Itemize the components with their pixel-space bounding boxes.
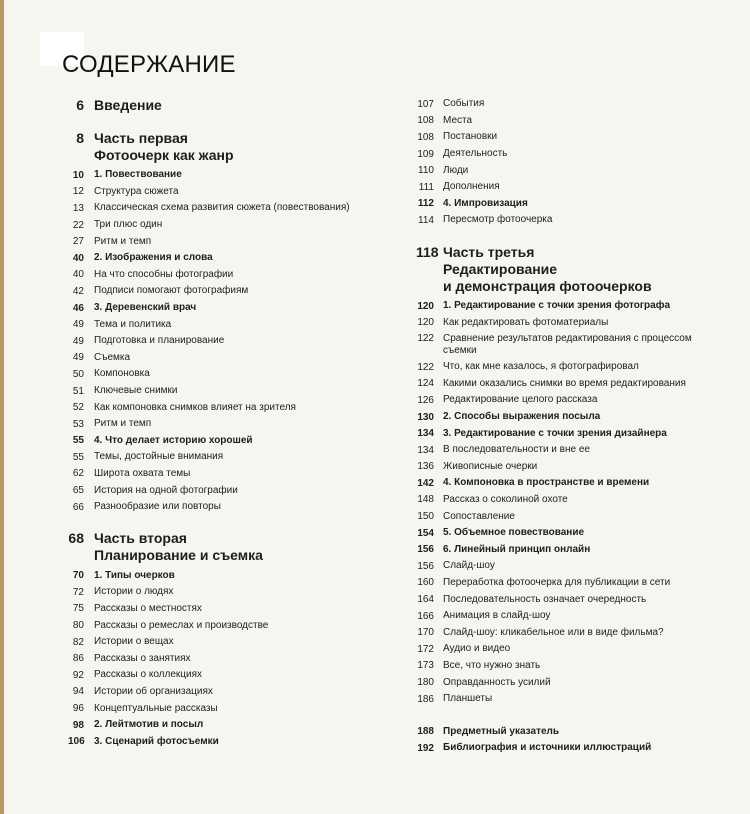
- entry-label: 3. Деревенский врач: [94, 302, 197, 314]
- entry-label: Дополнения: [443, 181, 500, 193]
- entry-page-number: 49: [72, 335, 84, 347]
- toc-entry[interactable]: [68, 366, 390, 383]
- toc-entry[interactable]: [68, 601, 390, 618]
- entry-page-number: 75: [72, 603, 84, 615]
- entry-page-number: 164: [417, 594, 434, 606]
- entry-page-number: 111: [418, 181, 434, 193]
- entry-label: Рассказы о местностях: [94, 602, 202, 614]
- entry-label: Что, как мне казалось, я фотографировал: [443, 361, 639, 373]
- toc-entry[interactable]: [68, 499, 390, 516]
- entry-label: На что способны фотографии: [94, 268, 234, 280]
- entry-page-number: 126: [417, 394, 434, 406]
- entry-label: 2. Изображения и слова: [94, 252, 213, 264]
- entry-label: 2. Лейтмотив и посыл: [94, 719, 204, 731]
- toc-entry[interactable]: [416, 575, 726, 592]
- entry-label: 3. Сценарий фотосъемки: [94, 735, 219, 747]
- toc-entry[interactable]: [416, 558, 726, 575]
- entry-label: Слайд-шоу: кликабельное или в виде фильма?: [443, 626, 664, 638]
- toc-entry[interactable]: [68, 350, 390, 367]
- entry-page-number: 180: [417, 677, 434, 689]
- entry-label: Классическая схема развития сюжета (повествования): [94, 202, 350, 214]
- entry-label: 1. Редактирование с точки зрения фотографа: [443, 300, 671, 312]
- entry-label: Компоновка: [94, 368, 150, 380]
- entry-label: Разнообразие или повторы: [94, 501, 221, 513]
- section-title-line1: Часть вторая: [94, 530, 187, 547]
- entry-page-number: 108: [417, 131, 434, 143]
- section-page-number: 8: [76, 130, 84, 146]
- entry-label: Рассказы о занятиях: [94, 652, 191, 664]
- entry-page-number: 160: [417, 577, 434, 589]
- entry-page-number: 70: [72, 570, 84, 582]
- entry-label: В последовательности и вне ее: [443, 444, 590, 456]
- toc-entry[interactable]: [68, 416, 390, 433]
- toc-entry[interactable]: [416, 359, 726, 376]
- toc-entry[interactable]: [68, 200, 390, 217]
- section-title-line2: Фотоочерк как жанр: [94, 147, 234, 163]
- section-page-number: 6: [76, 97, 84, 113]
- entry-page-number: 55: [72, 435, 84, 447]
- toc-entry[interactable]: [416, 492, 726, 509]
- entry-page-number: 92: [72, 669, 84, 681]
- entry-page-number: 110: [418, 165, 434, 177]
- entry-page-number: 52: [72, 402, 84, 414]
- entry-page-number: 166: [417, 610, 434, 622]
- toc-entry[interactable]: [416, 723, 726, 740]
- toc-entry[interactable]: [416, 392, 726, 409]
- toc-entry[interactable]: [68, 433, 390, 450]
- entry-page-number: 142: [417, 477, 434, 489]
- entry-page-number: 96: [72, 703, 84, 715]
- toc-entry[interactable]: [68, 316, 390, 333]
- entry-page-number: 42: [72, 285, 84, 297]
- toc-list-appendix: [416, 723, 726, 756]
- toc-entry[interactable]: [416, 525, 726, 542]
- entry-page-number: 173: [417, 660, 434, 672]
- entry-label: 1. Типы очерков: [94, 569, 175, 581]
- entry-page-number: 40: [72, 269, 84, 281]
- toc-entry[interactable]: [68, 667, 390, 684]
- section-page-number: 68: [68, 530, 84, 547]
- entry-page-number: 156: [417, 560, 434, 572]
- entry-label: 4. Импровизация: [443, 197, 528, 209]
- entry-page-number: 134: [417, 444, 434, 456]
- entry-page-number: 46: [72, 302, 84, 314]
- toc-entry[interactable]: [68, 333, 390, 350]
- entry-page-number: 82: [72, 636, 84, 648]
- entry-page-number: 40: [72, 252, 84, 264]
- entry-page-number: 66: [72, 501, 84, 513]
- toc-entry[interactable]: [68, 449, 390, 466]
- toc-left-column: [68, 97, 390, 750]
- toc-entry[interactable]: [416, 541, 726, 558]
- page-title: СОДЕРЖАНИЕ: [62, 51, 236, 79]
- toc-entry[interactable]: [68, 184, 390, 201]
- entry-label: Переработка фотоочерка для публикации в сети: [443, 576, 671, 588]
- entry-label: История на одной фотографии: [94, 484, 238, 496]
- entry-label: Истории о людях: [94, 586, 174, 598]
- section-title-line2: Редактирование: [443, 260, 558, 277]
- toc-entry[interactable]: [68, 217, 390, 234]
- entry-page-number: 148: [417, 494, 434, 506]
- toc-section-part3[interactable]: [416, 244, 726, 295]
- entry-page-number: 124: [417, 378, 434, 390]
- page-edge: [0, 0, 4, 814]
- toc-entry[interactable]: [416, 331, 726, 359]
- entry-page-number: 108: [417, 115, 434, 127]
- entry-label: Подготовка и планирование: [94, 335, 225, 347]
- toc-entry[interactable]: [68, 466, 390, 483]
- toc-entry[interactable]: [68, 700, 390, 717]
- section-title: Введение: [94, 97, 162, 113]
- entry-label: Редактирование целого рассказа: [443, 394, 598, 406]
- toc-entry[interactable]: [68, 584, 390, 601]
- toc-section-intro[interactable]: [68, 97, 390, 114]
- toc-entry[interactable]: [416, 96, 726, 113]
- toc-entry[interactable]: [416, 212, 726, 229]
- entry-label: Пересмотр фотоочерка: [443, 214, 553, 226]
- entry-label: Аудио и видео: [443, 643, 511, 655]
- toc-entry[interactable]: [416, 162, 726, 179]
- entry-label: Все, что нужно знать: [443, 659, 541, 671]
- toc-entry[interactable]: [416, 658, 726, 675]
- toc-entry[interactable]: [416, 508, 726, 525]
- toc-entry[interactable]: [68, 399, 390, 416]
- entry-label-line1: Сравнение результатов редактирования с процессом: [443, 332, 692, 344]
- entry-label: Места: [443, 114, 473, 126]
- toc-entry[interactable]: [416, 740, 726, 757]
- toc-list-part2-continued: [416, 96, 726, 229]
- entry-label: Анимация в слайд-шоу: [443, 610, 551, 622]
- section-title-line3: и демонстрация фотоочерков: [443, 277, 652, 294]
- entry-page-number: 107: [417, 98, 434, 110]
- entry-label-line2: съемки: [443, 344, 477, 356]
- entry-label: Концептуальные рассказы: [94, 702, 218, 714]
- toc-entry[interactable]: [416, 409, 726, 426]
- toc-entry[interactable]: [416, 179, 726, 196]
- entry-label: 1. Повествование: [94, 169, 182, 181]
- toc-entry[interactable]: [68, 717, 390, 734]
- entry-label: Как редактировать фотоматериалы: [443, 316, 609, 328]
- entry-page-number: 80: [72, 620, 84, 632]
- entry-page-number: 53: [72, 418, 84, 430]
- entry-page-number: 65: [72, 485, 84, 497]
- entry-page-number: 13: [72, 202, 84, 214]
- toc-entry[interactable]: [416, 298, 726, 315]
- toc-entry[interactable]: [416, 674, 726, 691]
- toc-entry[interactable]: [416, 425, 726, 442]
- entry-label: Сопоставление: [443, 510, 515, 522]
- section-title-line1: Часть третья: [443, 243, 535, 260]
- entry-page-number: 49: [72, 319, 84, 331]
- section-title-line2: Планирование и съемка: [94, 547, 263, 564]
- entry-label: Истории об организациях: [94, 685, 213, 697]
- entry-page-number: 10: [72, 169, 84, 181]
- entry-label: Деятельность: [443, 148, 508, 160]
- toc-entry[interactable]: [68, 617, 390, 634]
- entry-page-number: 170: [417, 627, 434, 639]
- entry-page-number: 122: [417, 361, 434, 373]
- toc-entry[interactable]: [416, 442, 726, 459]
- entry-label: [443, 333, 692, 357]
- entry-page-number: 114: [418, 214, 434, 226]
- entry-page-number: 134: [417, 428, 434, 440]
- entry-label: Какими оказались снимки во время редактирования: [443, 377, 686, 389]
- toc-entry[interactable]: [68, 267, 390, 284]
- entry-label: Истории о вещах: [94, 636, 174, 648]
- toc-entry[interactable]: [416, 459, 726, 476]
- entry-label: События: [443, 98, 485, 110]
- entry-label: Темы, достойные внимания: [94, 451, 224, 463]
- toc-entry[interactable]: [416, 641, 726, 658]
- toc-entry[interactable]: [416, 691, 726, 708]
- entry-label: Рассказы о ремеслах и производстве: [94, 619, 269, 631]
- entry-page-number: 55: [72, 451, 84, 463]
- toc-entry[interactable]: [68, 482, 390, 499]
- entry-label: Планшеты: [443, 693, 493, 705]
- toc-entry[interactable]: [68, 383, 390, 400]
- entry-label: 4. Что делает историю хорошей: [94, 434, 253, 446]
- entry-label: Библиография и источники иллюстраций: [443, 742, 652, 754]
- entry-page-number: 50: [72, 368, 84, 380]
- entry-label: Постановки: [443, 131, 498, 143]
- entry-label: Ритм и темп: [94, 418, 152, 430]
- entry-label: Оправданность усилий: [443, 676, 551, 688]
- entry-label: Предметный указатель: [443, 725, 560, 737]
- section-page-number: 118: [416, 243, 439, 260]
- entry-page-number: 49: [72, 352, 84, 364]
- entry-page-number: 188: [417, 726, 434, 738]
- entry-label: Люди: [443, 164, 469, 176]
- toc-list-part2: [68, 567, 390, 750]
- entry-page-number: 86: [72, 653, 84, 665]
- entry-page-number: 130: [417, 411, 434, 423]
- entry-page-number: 51: [72, 385, 84, 397]
- entry-page-number: 192: [417, 742, 434, 754]
- toc-entry[interactable]: [68, 167, 390, 184]
- section-title-line1: Часть первая: [94, 130, 188, 146]
- entry-label: Подписи помогают фотографиям: [94, 285, 249, 297]
- entry-label: Последовательность означает очередность: [443, 593, 647, 605]
- toc-section-part2[interactable]: [68, 530, 390, 564]
- toc-entry[interactable]: [68, 567, 390, 584]
- toc-entry[interactable]: [416, 314, 726, 331]
- entry-page-number: 122: [417, 332, 434, 344]
- toc-entry[interactable]: [416, 376, 726, 393]
- toc-list-part1: [68, 167, 390, 515]
- entry-page-number: 22: [72, 219, 84, 231]
- toc-entry[interactable]: [416, 591, 726, 608]
- entry-page-number: 72: [72, 586, 84, 598]
- toc-section-part1[interactable]: [68, 130, 390, 164]
- entry-page-number: 106: [68, 736, 85, 748]
- entry-label: 2. Способы выражения посыла: [443, 411, 601, 423]
- toc-entry[interactable]: [416, 113, 726, 130]
- entry-label: 4. Компоновка в пространстве и времени: [443, 477, 650, 489]
- entry-page-number: 186: [417, 693, 434, 705]
- entry-page-number: 136: [417, 461, 434, 473]
- entry-page-number: 98: [72, 719, 84, 731]
- toc-entry[interactable]: [416, 129, 726, 146]
- toc-entry[interactable]: [68, 283, 390, 300]
- toc-right-column: [416, 96, 726, 757]
- toc-entry[interactable]: [416, 624, 726, 641]
- toc-entry[interactable]: [416, 146, 726, 163]
- entry-label: Рассказ о соколиной охоте: [443, 493, 568, 505]
- entry-label: Съемка: [94, 351, 131, 363]
- toc-entry[interactable]: [68, 684, 390, 701]
- entry-page-number: 150: [417, 511, 434, 523]
- toc-entry[interactable]: [416, 196, 726, 213]
- toc-entry[interactable]: [416, 608, 726, 625]
- toc-entry[interactable]: [68, 650, 390, 667]
- entry-label: Как компоновка снимков влияет на зрителя: [94, 401, 296, 413]
- entry-page-number: 120: [417, 300, 434, 312]
- entry-label: 5. Объемное повествование: [443, 527, 585, 539]
- entry-label: 6. Линейный принцип онлайн: [443, 543, 591, 555]
- entry-label: Тема и политика: [94, 318, 172, 330]
- entry-label: Широта охвата темы: [94, 467, 191, 479]
- toc-entry[interactable]: [68, 733, 390, 750]
- toc-list-part3: [416, 298, 726, 708]
- entry-page-number: 12: [72, 186, 84, 198]
- entry-page-number: 172: [417, 643, 434, 655]
- entry-page-number: 156: [417, 544, 434, 556]
- entry-page-number: 109: [417, 148, 434, 160]
- toc-entry[interactable]: [416, 475, 726, 492]
- entry-page-number: 154: [417, 527, 434, 539]
- entry-label: Рассказы о коллекциях: [94, 669, 202, 681]
- entry-label: Структура сюжета: [94, 185, 179, 197]
- toc-entry[interactable]: [68, 250, 390, 267]
- toc-entry[interactable]: [68, 300, 390, 317]
- entry-page-number: 27: [72, 236, 84, 248]
- entry-label: Три плюс один: [94, 219, 163, 231]
- entry-label: Слайд-шоу: [443, 560, 495, 572]
- toc-entry[interactable]: [68, 634, 390, 651]
- entry-label: Ритм и темп: [94, 235, 152, 247]
- entry-label: Ключевые снимки: [94, 385, 178, 397]
- entry-page-number: 120: [417, 317, 434, 329]
- entry-page-number: 94: [72, 686, 84, 698]
- entry-label: Живописные очерки: [443, 460, 538, 472]
- entry-page-number: 112: [417, 198, 434, 210]
- toc-entry[interactable]: [68, 233, 390, 250]
- entry-page-number: 62: [72, 468, 84, 480]
- entry-label: 3. Редактирование с точки зрения дизайнера: [443, 427, 667, 439]
